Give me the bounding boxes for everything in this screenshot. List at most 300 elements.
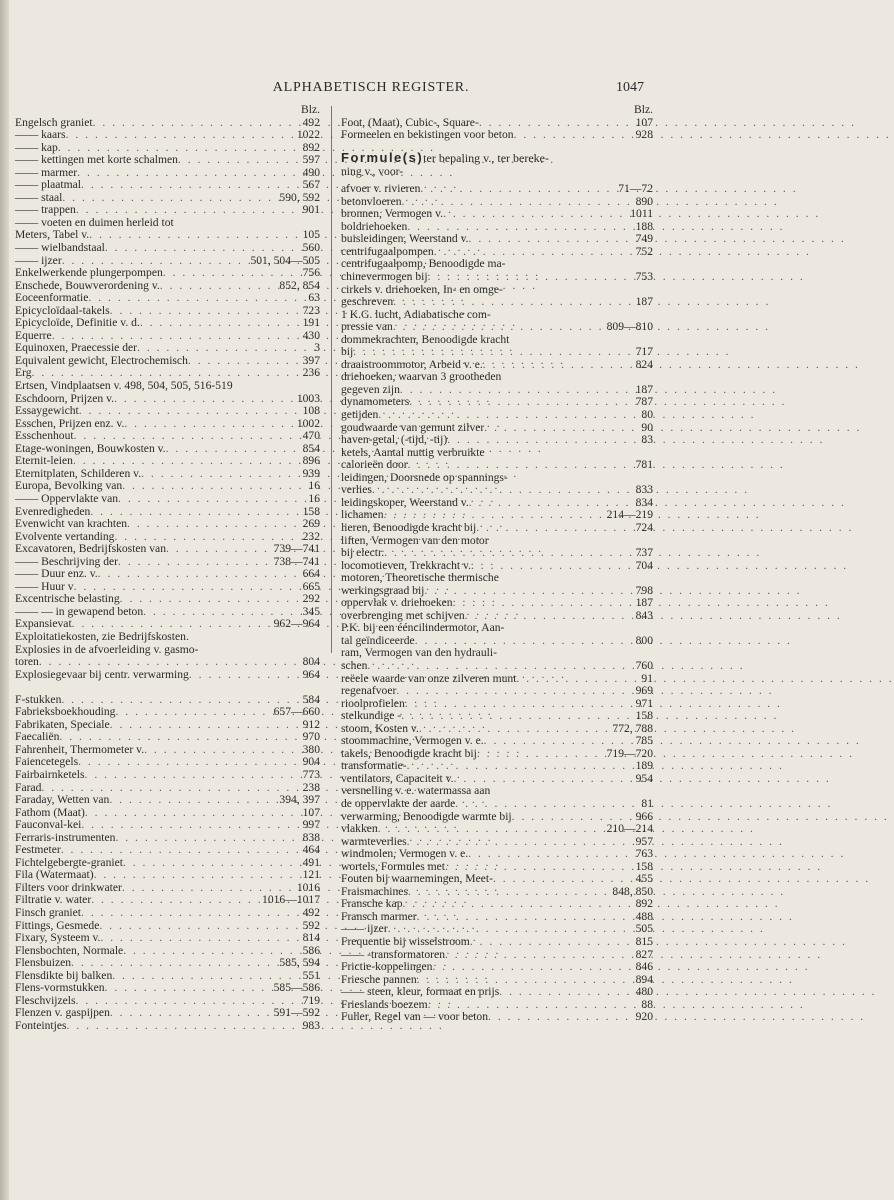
index-term: bronnen, Vermogen v. <box>341 207 444 221</box>
index-entry <box>15 129 320 142</box>
index-term: Ferraris-instrumenten <box>15 830 116 844</box>
leader-dots <box>166 543 272 556</box>
leader-dots <box>447 434 639 447</box>
index-term: bij electr. <box>341 546 385 560</box>
index-entry <box>15 317 320 330</box>
index-term: —— steen, kleur, formaat en prijs <box>341 985 500 999</box>
index-term: locomotieven, Trekkracht v. <box>341 558 471 572</box>
index-term: haven-getal, (-tijd, -tij) <box>341 433 448 447</box>
index-entry <box>341 572 653 585</box>
page-ref: 158 <box>635 709 653 723</box>
leader-dots <box>115 706 271 719</box>
page-ref: 591—592 <box>273 1006 320 1020</box>
page-ref: 90 <box>641 420 653 434</box>
index-entry <box>341 823 653 836</box>
page-ref: 83 <box>641 433 653 447</box>
index-entry <box>15 631 320 644</box>
index-entry <box>15 982 320 995</box>
index-term: rioolprofielen <box>341 696 405 710</box>
leader-dots <box>353 346 633 359</box>
page-ref: 1016 <box>296 880 320 894</box>
index-term: —— kettingen met korte schalmen <box>15 153 178 167</box>
page-ref: 214—219 <box>606 508 653 522</box>
index-term: Fathom (Maat) <box>15 805 85 819</box>
page-ref: 848, 850 <box>612 884 653 898</box>
index-term: verlies <box>341 483 372 497</box>
leader-dots <box>61 844 301 857</box>
index-term: afvoer v. rivieren <box>341 182 421 196</box>
formule-heading-bold: Formule(s) <box>341 149 424 165</box>
leader-dots <box>178 154 301 167</box>
page-ref: 737 <box>635 546 653 560</box>
index-term: Equivalent gewicht, Electrochemisch <box>15 353 188 367</box>
index-term: Epicycloïdaal-takels <box>15 303 110 317</box>
index-term: buisleidingen, Weerstand v. <box>341 232 469 246</box>
index-term: Meters, Tabel v. <box>15 228 90 242</box>
index-term: wortels, Formules met <box>341 859 446 873</box>
page-ref: 80 <box>641 408 653 422</box>
page-ref: 592 <box>302 918 320 932</box>
page-ref: 717 <box>635 345 653 359</box>
index-term: Faraday, Wetten van <box>15 793 110 807</box>
page-ref: 380 <box>302 742 320 756</box>
index-entry <box>15 819 320 832</box>
leader-dots <box>67 1020 301 1033</box>
page-ref: 187 <box>635 295 653 309</box>
page-ref: 597 <box>302 153 320 167</box>
page-ref: 772, 788 <box>612 721 653 735</box>
page-ref: 16 <box>308 479 320 493</box>
index-term: cirkels v. driehoeken, In- en omge- <box>341 282 503 296</box>
index-term: regenafvoer <box>341 684 397 698</box>
index-term: Friesche pannen <box>341 972 417 986</box>
index-term: Fuller, Regel van — voor beton <box>341 1010 489 1024</box>
page-ref: 491 <box>302 855 320 869</box>
index-term: F-stukken <box>15 692 62 706</box>
page-ref: 394, 397 <box>279 793 320 807</box>
index-term: dynamometers <box>341 395 410 409</box>
page-title: ALPHABETISCH REGISTER. <box>272 80 470 95</box>
index-entry <box>341 547 653 560</box>
index-term: —— trappen <box>15 203 76 217</box>
index-term: 1 K.G. lucht, Adiabatische com- <box>341 307 491 321</box>
index-term: Evenredigheden <box>15 504 91 518</box>
index-entry <box>15 794 320 807</box>
index-term: Exploitatiekosten, zie Bedrijfskosten. <box>15 629 189 643</box>
index-term: pressie van <box>341 320 393 334</box>
page-ref: 892 <box>635 897 653 911</box>
page-ref: 551 <box>302 968 320 982</box>
page-header <box>0 80 742 100</box>
page-ref: 781 <box>635 458 653 472</box>
index-entry <box>341 129 653 142</box>
leader-dots <box>396 685 633 698</box>
index-entry <box>15 932 320 945</box>
page-ref: 738—741 <box>273 554 320 568</box>
index-term: Frequentie bij wisselstroom <box>341 935 470 948</box>
leader-dots <box>378 823 605 836</box>
index-entry <box>15 769 320 782</box>
page-ref: 585—586 <box>273 981 320 995</box>
page-ref: 490 <box>302 165 320 179</box>
index-entry <box>15 455 320 468</box>
page-ref: 501, 504—505 <box>250 253 320 267</box>
page-ref: 753 <box>635 270 653 284</box>
leader-dots <box>100 932 300 945</box>
index-term: Evolvente vertanding <box>15 529 115 543</box>
index-term: ram, Vermogen van den hydrauli- <box>341 646 497 660</box>
index-term: Eoceenformatie <box>15 291 89 305</box>
index-entry <box>341 710 653 723</box>
page-ref: 492 <box>302 906 320 919</box>
index-term: Fransche kap <box>341 897 403 911</box>
page-ref: 723 <box>302 303 320 317</box>
page-ref: 1003 <box>296 391 320 405</box>
page-ref: 752 <box>635 244 653 258</box>
index-term: tal geïndiceerde <box>341 633 415 647</box>
index-term: Filters voor drinkwater <box>15 880 122 894</box>
index-term: Faiencetegels <box>15 755 79 769</box>
page-ref: 505 <box>635 922 653 936</box>
index-entry <box>15 543 320 556</box>
index-term: Fahrenheit, Thermometer v. <box>15 742 145 756</box>
leader-dots <box>484 735 634 748</box>
index-term: Eternitplaten, Schilderen v. <box>15 466 142 480</box>
index-term: Explosies in de afvoerleiding v. gasmo- <box>15 642 199 656</box>
index-term: centrifugaalpompen <box>341 244 434 258</box>
page-ref: 470 <box>302 429 320 443</box>
index-entry <box>341 936 653 949</box>
index-term: reëele waarde van onze zilveren munt <box>341 671 517 685</box>
index-term: —— ijzer <box>341 922 388 936</box>
index-term: Enkelwerkende plungerpompen <box>15 266 163 280</box>
index-entry <box>341 183 653 196</box>
index-entry <box>341 1011 653 1024</box>
page-ref: Blz. <box>634 103 653 116</box>
index-term: ketels, Aantal nuttig verbruikte <box>341 445 485 459</box>
index-term: Eschdoorn, Prijzen v. <box>15 391 115 405</box>
index-term: bij <box>341 345 354 359</box>
page-ref: 760 <box>635 658 653 672</box>
index-term: Fittings, Gesmede <box>15 918 100 932</box>
leader-dots <box>476 522 633 535</box>
index-term: Expansievat <box>15 617 72 631</box>
page-ref: 814 <box>302 931 320 945</box>
index-term: Flenzen v. gaspijpen <box>15 1006 110 1020</box>
page-ref: 804 <box>302 655 320 669</box>
leader-dots <box>74 430 301 443</box>
leader-dots <box>88 292 306 305</box>
index-term: Europa, Bevolking van <box>15 479 123 493</box>
leader-dots <box>453 597 634 610</box>
index-term: Fransch marmer <box>341 909 417 923</box>
index-term: Evenwicht van krachten <box>15 517 128 531</box>
index-term: —— ijzer <box>15 253 62 267</box>
index-term: dommekrachten, Benoodigde kracht <box>341 332 510 346</box>
index-term: geschreven <box>341 295 394 309</box>
index-term: Flensbuizen <box>15 956 72 970</box>
leader-dots <box>163 267 301 280</box>
leader-dots <box>79 405 301 418</box>
page-ref: 954 <box>635 771 653 785</box>
leader-dots <box>189 669 301 682</box>
index-term: overbrenging met schijven <box>341 608 465 622</box>
index-term: Fabrikaten, Speciale <box>15 717 110 731</box>
leader-dots <box>39 656 301 669</box>
index-term: Fleschvijzels <box>15 993 76 1007</box>
index-term: Fonteintjes <box>15 1018 67 1032</box>
index-term: Fichtelgebergte-graniet <box>15 855 123 869</box>
index-term: Engelsch graniet <box>15 115 93 129</box>
page-gutter <box>0 0 9 1200</box>
index-entry <box>15 242 320 255</box>
page-ref: 107 <box>302 805 320 819</box>
index-term: —— -transformatoren <box>341 947 445 961</box>
page-ref: 971 <box>635 696 653 710</box>
index-term: —— Duur enz. v. <box>15 567 98 581</box>
leader-dots <box>109 794 277 807</box>
leader-dots <box>420 183 616 196</box>
index-term: goudwaarde van gemunt zilver <box>341 420 485 434</box>
leader-dots <box>468 848 633 861</box>
index-term: betonvloeren <box>341 194 402 208</box>
leader-dots <box>393 296 633 309</box>
leader-dots <box>367 660 633 673</box>
page-ref: 763 <box>635 847 653 861</box>
index-entry <box>15 430 320 443</box>
index-entry <box>15 380 320 393</box>
page-ref: 843 <box>635 608 653 622</box>
formule-heading-cont: ning v., voor- <box>341 164 404 178</box>
page-ref: 584 <box>302 692 320 706</box>
index-entry <box>341 346 653 359</box>
leader-dots <box>127 518 301 531</box>
index-term: Fixary, Systeem v. <box>15 931 101 945</box>
leader-dots <box>59 731 300 744</box>
index-entry <box>15 957 320 970</box>
page-ref: 236 <box>302 366 320 380</box>
index-term: werkingsgraad bij <box>341 583 425 597</box>
index-entry <box>341 798 653 811</box>
index-entry <box>341 321 653 334</box>
page-ref: 833 <box>635 483 653 497</box>
index-term: Faecaliën <box>15 730 60 744</box>
page-ref: 852, 854 <box>279 278 320 292</box>
page-ref: 232 <box>302 529 320 543</box>
index-term: Equerre <box>15 328 52 342</box>
page-ref: 585, 594 <box>279 956 320 970</box>
page-ref: 704 <box>635 558 653 572</box>
page-ref: 939 <box>302 466 320 480</box>
page-number: 1047 <box>616 80 644 95</box>
blz-label-left: Blz. <box>301 103 320 116</box>
index-term: transformatie- <box>341 759 407 773</box>
index-entry <box>15 907 320 920</box>
page-ref: 158 <box>302 504 320 518</box>
index-entry <box>341 735 653 748</box>
page-ref: 191 <box>302 316 320 330</box>
leader-dots <box>514 129 634 142</box>
page-ref: 590, 592 <box>279 190 320 204</box>
index-term: Epicycloïde, Definitie v. d. <box>15 316 140 330</box>
page-ref: 657—660 <box>273 705 320 719</box>
leader-dots <box>98 568 301 581</box>
leader-dots <box>372 484 634 497</box>
leader-dots <box>493 873 634 886</box>
page-ref: 904 <box>302 755 320 769</box>
index-term: Fauconval-kei <box>15 818 82 832</box>
index-term: vlakken <box>341 822 378 836</box>
page-ref: 586 <box>302 943 320 957</box>
page-ref: 492 <box>302 115 320 129</box>
index-entry <box>15 292 320 305</box>
index-entry <box>341 104 653 117</box>
index-term: Flensdikte bij balken <box>15 968 113 982</box>
page-ref: 983 <box>302 1018 320 1032</box>
page-ref: 920 <box>635 1010 653 1024</box>
index-term: Foot, (Maat), Cubic-, Square- <box>341 115 479 129</box>
index-entry <box>341 208 653 221</box>
index-term: getijden <box>341 408 379 422</box>
index-term: motoren, Theoretische thermische <box>341 571 499 585</box>
index-term: Excentrische belasting <box>15 592 120 606</box>
index-term: —— marmer <box>15 165 78 179</box>
index-term: windmolen, Vermogen v. e. <box>341 847 469 861</box>
index-term: Flensbochten, Normale <box>15 943 124 957</box>
page-ref: 464 <box>302 843 320 857</box>
page-ref: 815 <box>635 935 653 948</box>
index-term: toren <box>15 655 39 669</box>
page-ref: 1002 <box>296 416 320 430</box>
index-term: Frieslands boezem <box>341 997 428 1011</box>
index-term: Fraismachines <box>341 884 408 898</box>
index-entry <box>341 848 653 861</box>
index-entry <box>15 267 320 280</box>
index-term: verwarming, Benoodigde warmte bij <box>341 809 512 823</box>
formule-heading <box>341 150 653 166</box>
index-entry <box>341 660 653 673</box>
index-entry <box>341 597 653 610</box>
index-entry <box>341 522 653 535</box>
index-term: Fouten bij waarnemingen, Meet- <box>341 872 493 886</box>
index-term: —— kap <box>15 140 58 154</box>
index-term: gegeven zijn <box>341 382 400 396</box>
index-term: Eternit-leien <box>15 454 73 468</box>
index-term: Equinoxen, Praecessie der <box>15 341 138 355</box>
page-ref: 567 <box>302 178 320 192</box>
index-term: Erg <box>15 366 32 380</box>
leader-dots <box>118 493 306 506</box>
index-entry <box>15 669 320 682</box>
page-ref: 719—720 <box>606 746 653 760</box>
leader-dots <box>81 179 301 192</box>
leader-dots <box>408 459 634 472</box>
index-term: stoommachine, Vermogen v. e. <box>341 734 484 748</box>
page-ref: 210—214 <box>606 822 653 836</box>
page-ref: 928 <box>635 128 653 142</box>
index-term: Excavatoren, Bedrijfskosten van <box>15 542 166 556</box>
index-term: —— Huur v <box>15 579 74 593</box>
page-ref: 969 <box>635 684 653 698</box>
index-term: warmteverlies <box>341 834 407 848</box>
page-ref: 480 <box>635 985 653 999</box>
page-ref: 798 <box>635 583 653 597</box>
index-term: oppervlak v. driehoeken <box>341 596 453 610</box>
index-term: leidingen, Doorsnede op spannings- <box>341 470 508 484</box>
leader-dots <box>73 455 301 468</box>
page-ref: 756 <box>302 266 320 280</box>
page-ref: 854 <box>302 441 320 455</box>
page-ref: 88 <box>641 997 653 1011</box>
page-ref: 488 <box>635 909 653 923</box>
page-ref: 970 <box>302 730 320 744</box>
index-term: Etage-woningen, Bouwkosten v. <box>15 441 166 455</box>
page-ref: 71—72 <box>618 182 653 196</box>
index-term: Fairbairnketels <box>15 767 85 781</box>
index-term: driehoeken, waarvan 3 grootheden <box>341 370 502 384</box>
leader-dots <box>455 798 639 811</box>
index-entry <box>15 493 320 506</box>
index-term: —— — in gewapend beton <box>15 604 144 618</box>
page-ref: 890 <box>635 194 653 208</box>
index-term: —— wielbandstaal <box>15 241 105 255</box>
page-ref: 739—741 <box>273 542 320 556</box>
page-ref: 800 <box>635 633 653 647</box>
index-term: —— staal <box>15 190 63 204</box>
index-term: P.K. bij een ééncilindermotor, Aan- <box>341 621 505 635</box>
page-ref: 63 <box>308 291 320 305</box>
right-column <box>341 104 653 1024</box>
index-term: Frictie-koppelingen <box>341 960 433 974</box>
leader-dots <box>401 710 633 723</box>
page-ref: 16 <box>308 491 320 505</box>
index-entry <box>341 622 653 635</box>
page-ref: 1011 <box>630 207 653 221</box>
index-entry <box>341 409 653 422</box>
page-ref: 997 <box>302 818 320 832</box>
leader-dots <box>378 409 639 422</box>
page-ref: 455 <box>635 872 653 886</box>
index-term: Esschen, Prijzen enz. v. <box>15 416 125 430</box>
leader-dots <box>81 907 301 920</box>
page-ref: 189 <box>635 759 653 773</box>
page-ref: 894 <box>635 972 653 986</box>
index-term: chinevermogen bij <box>341 270 428 284</box>
index-entry <box>341 484 653 497</box>
page-ref: 665 <box>302 579 320 593</box>
index-term: —— Oppervlakte van <box>15 491 119 505</box>
page-ref: 964 <box>302 667 320 681</box>
page-ref: 1022 <box>296 128 320 142</box>
page-ref: 292 <box>302 592 320 606</box>
index-entry <box>341 459 653 472</box>
index-entry <box>341 986 653 999</box>
page-ref: 238 <box>302 780 320 794</box>
index-term: —— kaars <box>15 128 66 142</box>
formule-heading-text: ter bepaling v., ter bereke- <box>423 150 549 165</box>
page-ref: 846 <box>635 960 653 974</box>
leader-dots <box>428 271 634 284</box>
index-term: draaistroommotor, Arbeid v. e. <box>341 357 483 371</box>
leader-dots <box>488 1011 634 1024</box>
leader-dots <box>140 317 301 330</box>
index-term: lieren, Benoodigde kracht bij <box>341 520 477 534</box>
page-ref: 838 <box>302 830 320 844</box>
page-ref: 105 <box>302 228 320 242</box>
page-ref: 966 <box>635 809 653 823</box>
index-term: —— voeten en duimen herleid tot <box>15 215 174 229</box>
index-term: calorieën door <box>341 458 408 472</box>
